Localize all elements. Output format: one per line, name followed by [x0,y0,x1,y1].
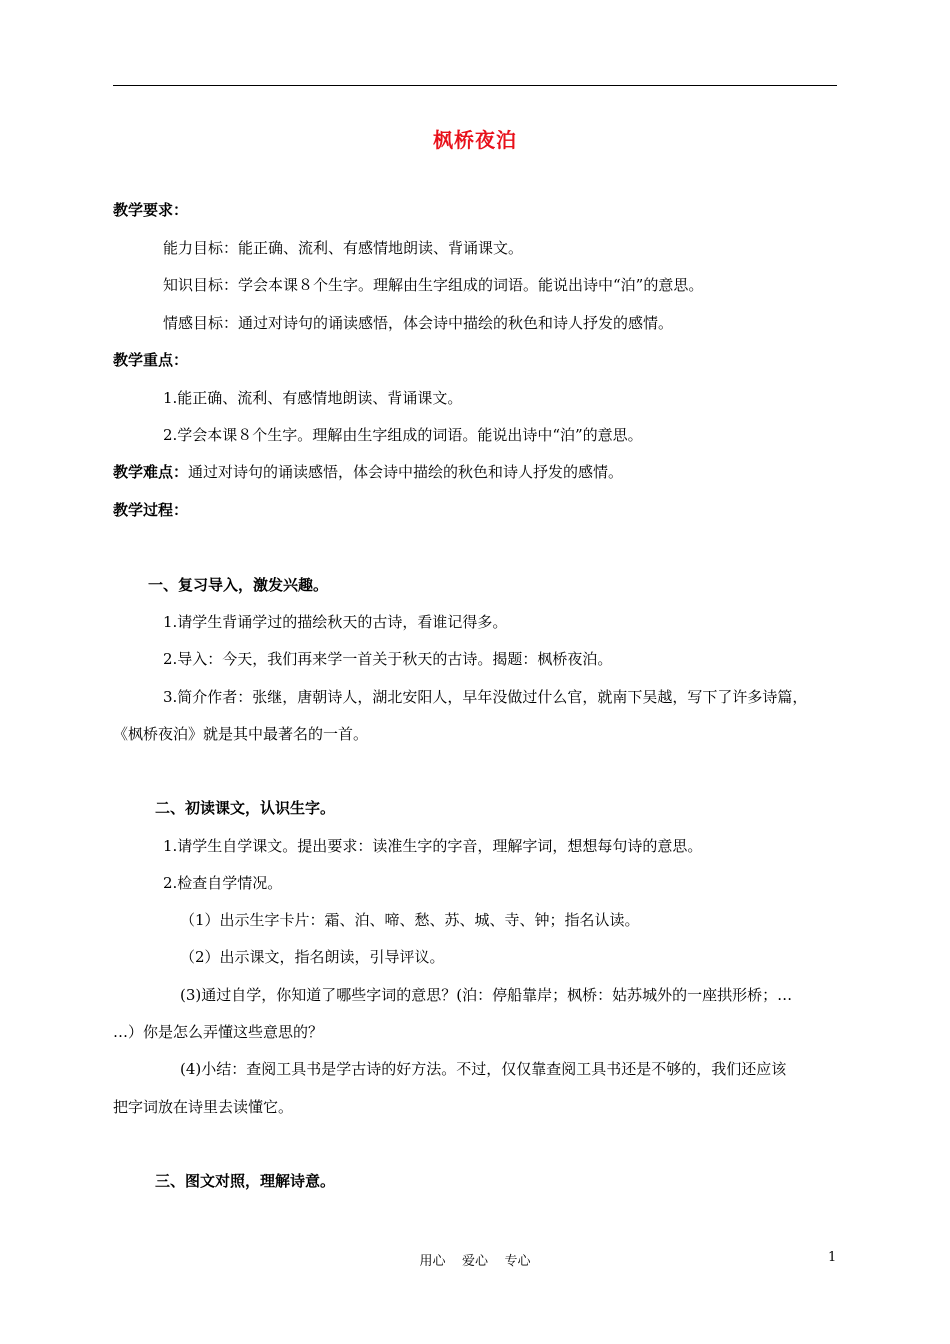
section-3-heading: 三、图文对照，理解诗意。 [155,1172,336,1190]
key-point-1: 1.能正确、流利、有感情地朗读、背诵课文。 [163,389,463,407]
difficulty-row [113,462,623,482]
section-2-sub-4-line-1: (4)小结：查阅工具书是学古诗的好方法。不过，仅仅靠查阅工具书还是不够的，我们还应该 [180,1060,787,1078]
section-2-sub-2: （2）出示课文，指名朗读，引导评议。 [180,948,445,966]
section-2-sub-3-line-2: …）你是怎么弄懂这些意思的？ [113,1023,324,1041]
section-1-item-2: 2.导入：今天，我们再来学一首关于秋天的古诗。揭题：枫桥夜泊。 [163,650,613,668]
difficulty-heading: 教学难点： [113,463,189,481]
key-points-heading: 教学重点： [113,351,189,369]
key-point-2: 2.学会本课８个生字。理解由生字组成的词语。能说出诗中“泊”的意思。 [163,426,643,444]
section-2-sub-1: （1）出示生字卡片：霜、泊、啼、愁、苏、城、寺、钟；指名认读。 [180,911,640,929]
section-2-item-1: 1.请学生自学课文。提出要求：读准生字的字音，理解字词，想想每句诗的意思。 [163,837,703,855]
section-2-sub-4-line-2: 把字词放在诗里去读懂它。 [113,1098,294,1116]
difficulty-text: 通过对诗句的诵读感悟，体会诗中描绘的秋色和诗人抒发的感情。 [188,463,624,481]
process-heading: 教学过程： [113,501,189,519]
section-2-item-2: 2.检查自学情况。 [163,874,283,892]
footer-motto: 用心 爱心 专心 [419,1254,531,1269]
section-1-heading: 一、复习导入，激发兴趣。 [148,576,329,594]
page-title: 枫桥夜泊 [433,128,517,152]
section-2-sub-3-line-1: (3)通过自学，你知道了哪些字词的意思？(泊：停船靠岸；枫桥：姑苏城外的一座拱形桥；… [180,986,793,1004]
requirement-knowledge: 知识目标：学会本课８个生字。理解由生字组成的词语。能说出诗中“泊”的意思。 [163,276,704,294]
section-2-heading: 二、初读课文，认识生字。 [155,799,336,817]
header-rule [113,85,837,86]
requirement-emotion: 情感目标：通过对诗句的诵读感悟，体会诗中描绘的秋色和诗人抒发的感情。 [163,314,674,332]
page-number: 1 [828,1250,837,1265]
section-1-item-3-line-2: 《枫桥夜泊》就是其中最著名的一首。 [113,725,369,743]
section-1-item-3-line-1: 3.简介作者：张继，唐朝诗人，湖北安阳人，早年没做过什么官，就南下吴越，写下了许多诗篇， [163,688,808,706]
requirement-ability: 能力目标：能正确、流利、有感情地朗读、背诵课文。 [163,239,524,257]
requirements-heading: 教学要求： [113,201,189,219]
section-1-item-1: 1.请学生背诵学过的描绘秋天的古诗，看谁记得多。 [163,613,508,631]
